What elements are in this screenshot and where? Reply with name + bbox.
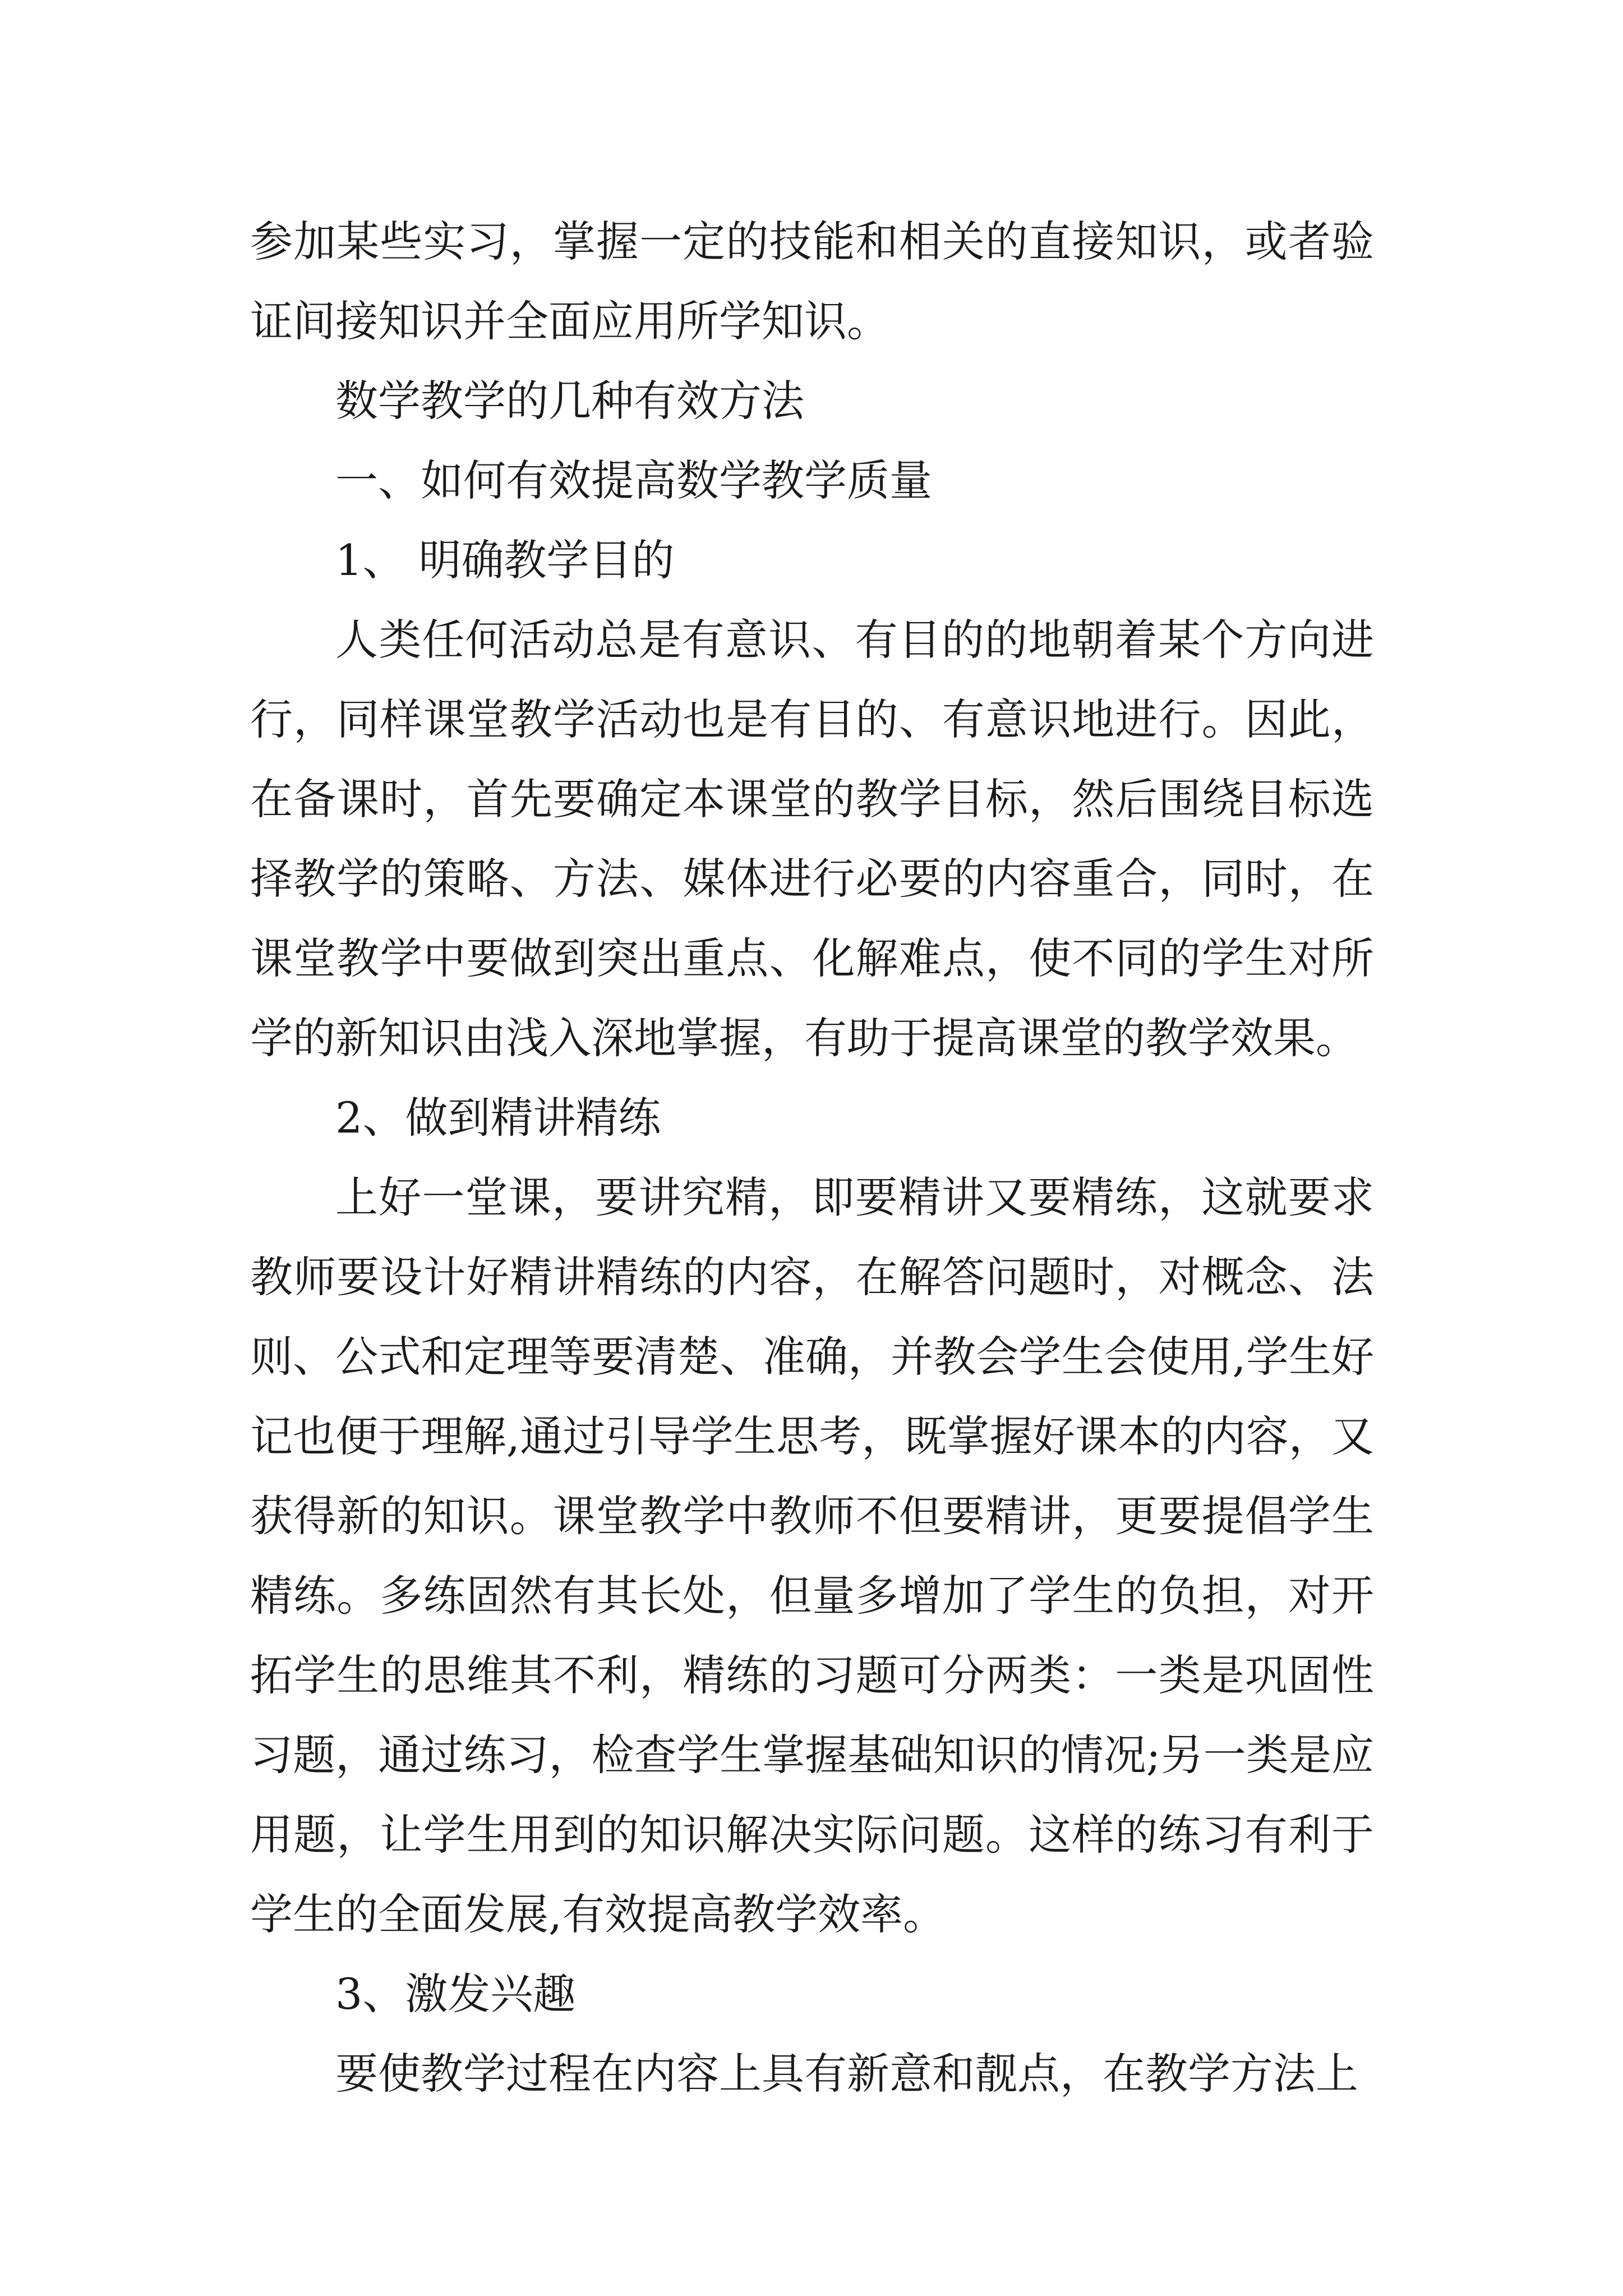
article-title: 数学教学的几种有效方法 bbox=[335, 376, 804, 426]
subheading-1: 1、 明确教学目的 bbox=[335, 535, 675, 585]
paragraph-interest: 要使教学过程在内容上具有新意和靓点，在教学方法上 bbox=[335, 2049, 1358, 2099]
paragraph-teaching-goals: 人类任何活动总是有意识、有目的的地朝着某个方向进行，同样课堂教学活动也是有目的、有意识地进行。因此，在备课时，首先要确定本课堂的教学目标，然后围绕目标选择教学的策略、方法、媒体进行必要的内容重合，同时，在课堂教学中要做到突出重点、化解难点，使不同的学生对所学的新知识由浅入深地掌握，有助于提高课堂的教学效果。 bbox=[250, 615, 1374, 1063]
subheading-3: 3、激发兴趣 bbox=[335, 1969, 576, 2019]
paragraph-lecture-practice: 上好一堂课，要讲究精，即要精讲又要精练，这就要求教师要设计好精讲精练的内容，在解答问题时，对概念、法则、公式和定理等要清楚、准确，并教会学生会使用,学生好记也便于理解,通过引导学生思考，既掌握好课本的内容，又获得新的知识。课堂教学中教师不但要精讲，更要提倡学生精练。多练固然有其长处，但量多增加了学生的负担，对开拓学生的思维其不利，精练的习题可分两类：一类是巩固性习题，通过练习，检查学生掌握基础知识的情况;另一类是应用题，让学生用到的知识解决实际问题。这样的练习有利于学生的全面发展,有效提高教学效率。 bbox=[250, 1172, 1374, 1939]
paragraph-continuation: 参加某些实习，掌握一定的技能和相关的直接知识，或者验证间接知识并全面应用所学知识。 bbox=[250, 217, 1374, 346]
subheading-2: 2、做到精讲精练 bbox=[335, 1093, 661, 1143]
document-body bbox=[250, 202, 1374, 2114]
section-heading-1: 一、如何有效提高数学教学质量 bbox=[335, 455, 932, 505]
